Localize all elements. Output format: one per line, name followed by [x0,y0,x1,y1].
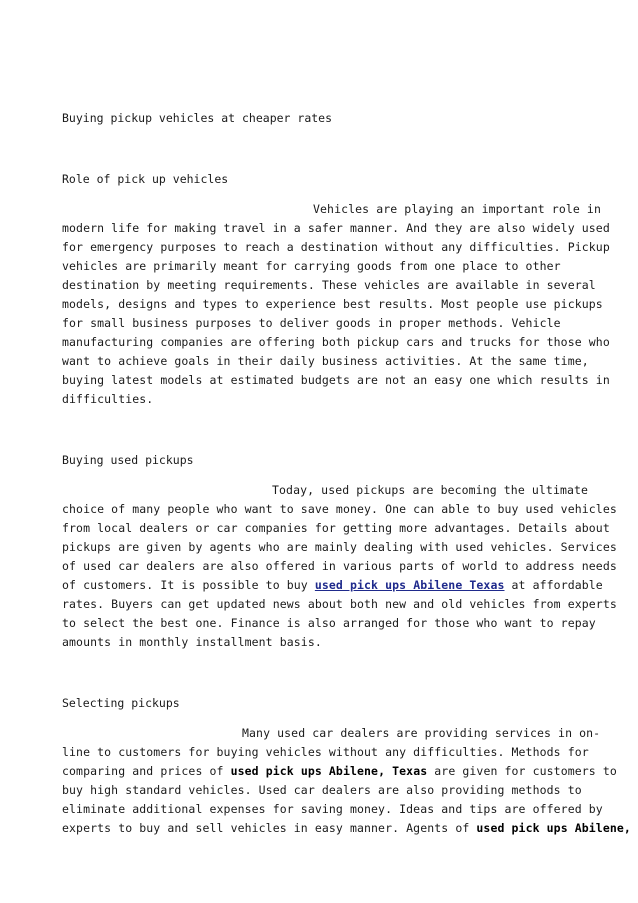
paragraph-line: choice of many people who want to save money. One can able to buy used vehicles [62,502,617,516]
paragraph-line: for small business purposes to deliver goods in proper methods. Vehicle [62,316,561,330]
paragraph-line: Vehicles are playing an important role in [313,202,601,216]
paragraph-line: buying latest models at estimated budgets are not an easy one which results in [62,373,610,387]
used-pickups-abilene-link[interactable]: used pick ups Abilene Texas [314,578,505,592]
paragraph-line: manufacturing companies are offering both pickup cars and trucks for those who [62,335,610,349]
bold-keyword: used pick ups Abilene, [476,821,631,835]
paragraph-line: Today, used pickups are becoming the ultimate [272,483,589,497]
section-heading-selecting: Selecting pickups [62,696,180,710]
paragraph-line: Many used car dealers are providing services in on- [242,726,601,740]
paragraph-line: modern life for making travel in a safer manner. And they are also widely used [62,221,610,235]
paragraph-line: line to customers for buying vehicles without any difficulties. Methods for [62,745,589,759]
paragraph-line: eliminate additional expenses for saving money. Ideas and tips are offered by [62,802,603,816]
paragraph-line: pickups are given by agents who are mainly dealing with used vehicles. Services [62,540,617,554]
paragraph-line: from local dealers or car companies for getting more advantages. Details about [62,521,610,535]
paragraph-line: of used car dealers are also offered in various parts of world to address needs [62,559,617,573]
paragraph-line: rates. Buyers can get updated news about both new and old vehicles from experts [62,597,617,611]
paragraph-line-with-bold [62,819,631,838]
document-title: Buying pickup vehicles at cheaper rates [62,111,333,125]
paragraph-line: amounts in monthly installment basis. [62,635,322,649]
text-before-bold: comparing and prices of [62,764,231,778]
paragraph-line: for emergency purposes to reach a destination without any difficulties. Pickup [62,240,610,254]
text-after-bold: are given for customers to [427,764,617,778]
paragraph-line: difficulties. [62,392,154,406]
section-heading-buying-used: Buying used pickups [62,453,194,467]
paragraph-line-with-link [62,576,603,595]
section-heading-role: Role of pick up vehicles [62,172,229,186]
paragraph-line: vehicles are primarily meant for carrying goods from one place to other [62,259,561,273]
text-before-bold: experts to buy and sell vehicles in easy manner. Agents of [62,821,477,835]
paragraph-line: models, designs and types to experience best results. Most people use pickups [62,297,603,311]
text-after-link: at affordable [504,578,603,592]
paragraph-line: to select the best one. Finance is also arranged for those who want to repay [62,616,596,630]
paragraph-line: buy high standard vehicles. Used car dealers are also providing methods to [62,783,582,797]
paragraph-line-with-bold [62,762,617,781]
paragraph-line: destination by meeting requirements. These vehicles are available in several [62,278,596,292]
bold-keyword: used pick ups Abilene, Texas [230,764,428,778]
paragraph-line: want to achieve goals in their daily business activities. At the same time, [62,354,589,368]
text-before-link: of customers. It is possible to buy [62,578,315,592]
